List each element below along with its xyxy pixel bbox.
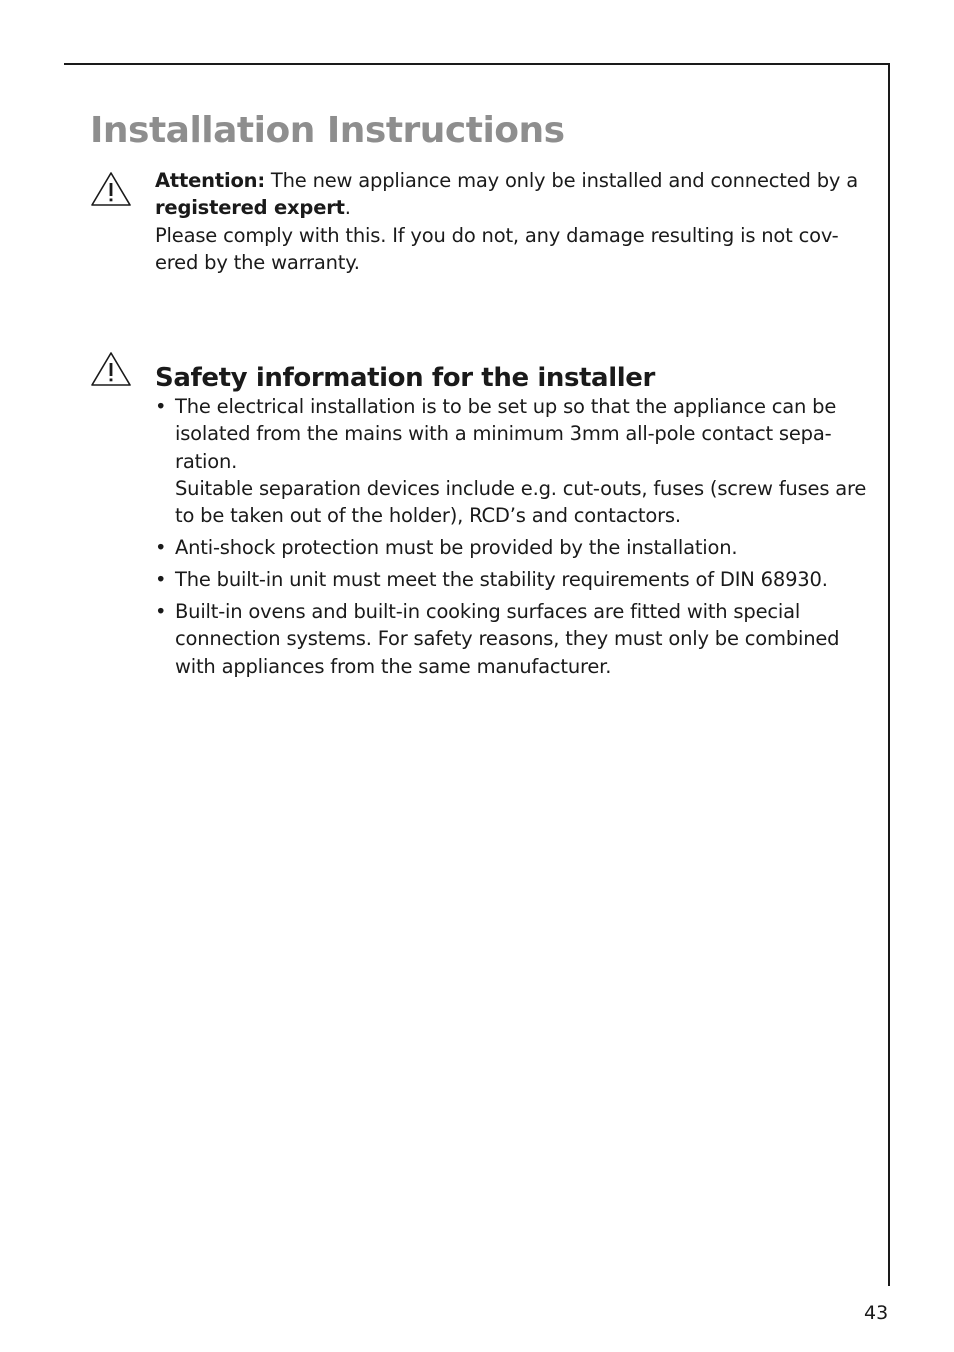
list-item [155,393,867,529]
attention-label: Attention: [155,169,265,192]
page-title: Installation Instructions [90,110,565,152]
safety-heading: Safety information for the installer [155,362,655,393]
bullet-icon: • [155,568,167,592]
bullet-icon: • [155,536,167,560]
list-item [155,566,867,593]
right-rule [888,63,890,1286]
list-item-text: Anti-shock protection must be provided by the installation. [175,536,738,560]
attention-text: The new appliance may only be installed and connected by a [264,169,858,192]
attention-notice [155,167,867,276]
list-item-text: The built-in unit must meet the stability requirements of DIN 68930. [175,568,828,592]
warning-triangle-icon [90,351,132,387]
list-item-extra: Suitable separation devices include e.g. cut-outs, fuses (screw fuses are to be taken out of the holder), RCD’s and contactors. [175,476,867,528]
registered-expert-emphasis: registered expert [155,196,345,220]
warning-triangle-icon [90,171,132,207]
page-number: 43 [864,1302,889,1324]
list-item [155,534,867,561]
warranty-paragraph: Please comply with this. If you do not, any damage resulting is not cov-ered by the warranty. [155,223,839,274]
list-item-text: The electrical installation is to be set up so that the appliance can be isolated from the mains with a minimum 3mm all-pole contact sepa-ration. [175,395,837,473]
safety-list [155,393,867,685]
bullet-icon: • [155,395,167,418]
list-item [155,598,867,680]
attention-paragraph [155,167,867,222]
bullet-icon: • [155,600,167,624]
attention-period: . [344,196,351,220]
top-rule [64,63,890,65]
list-item-text: Built-in ovens and built-in cooking surfaces are fitted with special connection systems. For safety reasons, they must only be combined with appliances from the same manufacturer. [175,600,840,678]
